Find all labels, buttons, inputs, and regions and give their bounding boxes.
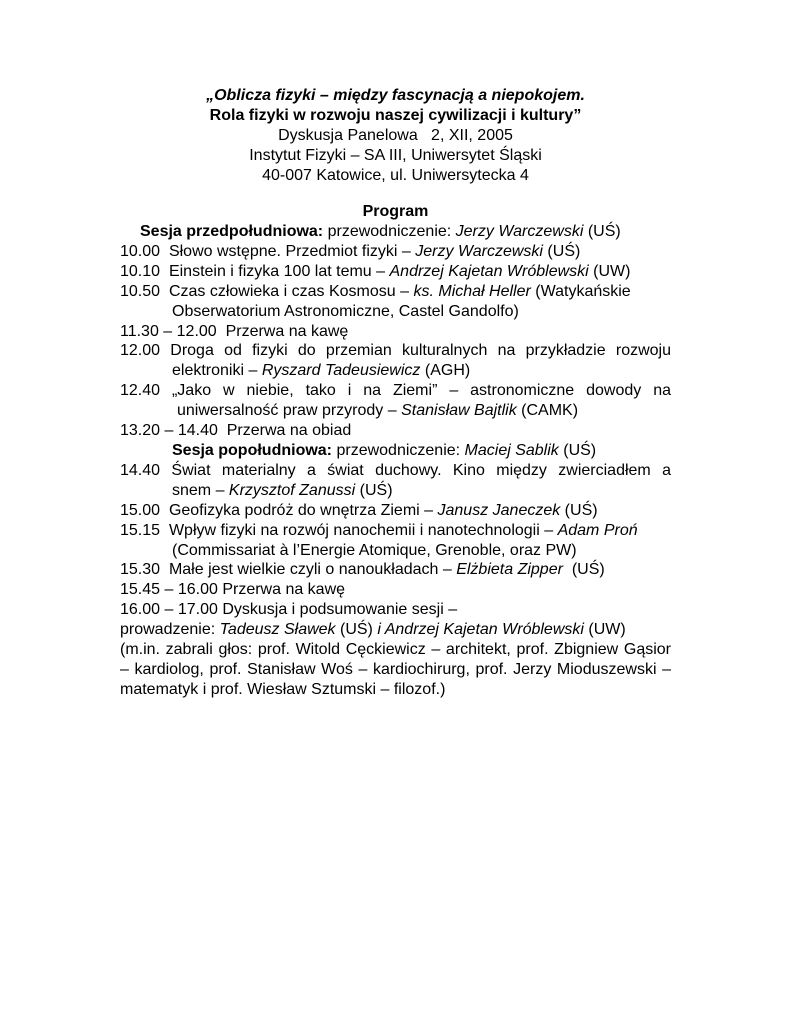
item-speaker: Janusz Janeczek (437, 501, 561, 519)
item-text: elektroniki – (172, 362, 262, 380)
moderator-1-affiliation: (UŚ) (335, 621, 378, 639)
agenda-item-1200-continuation (120, 361, 671, 381)
item-affiliation: (UŚ) (542, 242, 581, 260)
item-time: 10.10 (120, 262, 161, 280)
agenda-item-1440 (120, 461, 671, 481)
moderator-1: Tadeusz Sławek (219, 621, 336, 639)
item-time: 15.30 (120, 561, 161, 579)
institute-line: Instytut Fizyki – SA III, Uniwersytet Śląski (249, 147, 542, 164)
session-label: Sesja popołudniowa: (172, 441, 333, 459)
chair-name: Maciej Sablik (464, 441, 559, 459)
event-line: Dyskusja Panelowa 2, XII, 2005 (278, 127, 513, 144)
program-heading: Program (362, 203, 429, 220)
chair-name: Jerzy Warczewski (455, 223, 584, 240)
moderation-line (120, 620, 671, 640)
item-text: Małe jest wielkie czyli o nanoukładach – (160, 561, 457, 579)
title-line-1: „Oblicza fizyki – między fascynacją a niepokojem. (206, 87, 585, 104)
item-speaker: Adam Proń (557, 521, 638, 539)
item-text: Einstein i fizyka 100 lat temu – (160, 262, 390, 280)
break-1130: 11.30 – 12.00 Przerwa na kawę (120, 322, 349, 340)
item-speaker: Krzysztof Zanussi (228, 481, 356, 499)
moderator-2: i Andrzej Kajetan Wróblewski (377, 621, 584, 639)
chair-prefix: przewodniczenie: (332, 441, 465, 459)
item-text: „Jako w niebie, tako i na Ziemi” – astronomiczne dowody na (160, 382, 671, 400)
agenda-item-1440-continuation (120, 481, 671, 501)
moderation-prefix: prowadzenie: (120, 621, 220, 639)
item-affiliation: (Watykańskie (530, 282, 631, 300)
item-text: Wpływ fizyki na rozwój nanochemii i nanotechnologii – (160, 521, 558, 539)
agenda-item-1050-continuation: Obserwatorium Astronomiczne, Castel Gandolfo) (172, 302, 519, 320)
chair-affiliation: (UŚ) (558, 441, 597, 459)
item-affiliation: (UŚ) (560, 501, 598, 519)
break-1545: 15.45 – 16.00 Przerwa na kawę (120, 581, 346, 599)
item-speaker: ks. Michał Heller (413, 282, 531, 300)
moderator-2-affiliation: (UW) (583, 621, 626, 639)
item-affiliation: (AGH) (420, 362, 471, 380)
session-label: Sesja przedpołudniowa: (140, 223, 324, 240)
discussion-remarks: (m.in. zabrali głos: prof. Witold Cęckiewicz – architekt, prof. Zbigniew Gąsior – kardiolog, prof. Stanisław Woś – kardiochirurg, prof. Jerzy Mioduszewski – matematyk i prof. Wiesław Sztumski – filozof.) (120, 641, 671, 698)
agenda-item-1515 (120, 521, 671, 541)
chair-prefix: przewodniczenie: (323, 223, 456, 240)
address-line: 40-007 Katowice, ul. Uniwersytecka 4 (262, 167, 529, 184)
item-speaker: Ryszard Tadeusiewicz (261, 362, 421, 380)
item-time: 15.15 (120, 521, 161, 539)
break-1320: 13.20 – 14.40 Przerwa na obiad (120, 422, 352, 440)
item-time: 12.40 (120, 382, 161, 400)
agenda-item-1200 (120, 341, 671, 361)
agenda-item-1000 (120, 242, 671, 262)
afternoon-session-heading (120, 441, 671, 461)
item-time: 15.00 (120, 501, 161, 519)
agenda-item-1530 (120, 560, 671, 580)
item-text: Świat materialny a świat duchowy. Kino między zwierciadłem a (160, 461, 671, 479)
chair-affiliation: (UŚ) (583, 223, 621, 240)
item-affiliation: (CAMK) (516, 402, 579, 420)
item-text: Geofizyka podróż do wnętrza Ziemi – (160, 501, 438, 519)
item-text: Droga od fizyki do przemian kulturalnych na przykładzie rozwoju (160, 342, 671, 360)
agenda-item-1240-continuation (120, 401, 671, 421)
item-text: Czas człowieka i czas Kosmosu – (160, 282, 414, 300)
title-line-2: Rola fizyki w rozwoju naszej cywilizacji i kultury” (209, 107, 582, 124)
item-time: 10.00 (120, 242, 161, 260)
item-time: 14.40 (120, 461, 161, 479)
item-time: 12.00 (120, 342, 161, 360)
item-text: uniwersalność praw przyrody – (177, 402, 402, 420)
item-speaker: Stanisław Bajtlik (401, 402, 517, 420)
item-affiliation: (UW) (588, 262, 631, 280)
agenda (120, 222, 671, 700)
agenda-item-1500 (120, 501, 671, 521)
item-speaker: Andrzej Kajetan Wróblewski (389, 262, 589, 280)
item-text: snem – (172, 481, 229, 499)
item-speaker: Jerzy Warczewski (415, 242, 543, 260)
document-header (120, 86, 671, 186)
agenda-item-1515-continuation: (Commissariat à l’Energie Atomique, Grenoble, oraz PW) (172, 541, 577, 559)
item-text: Słowo wstępne. Przedmiot fizyki – (160, 242, 416, 260)
discussion-1600: 16.00 – 17.00 Dyskusja i podsumowanie sesji – (120, 601, 458, 619)
item-speaker: Elżbieta Zipper (456, 561, 563, 579)
item-time: 10.50 (120, 282, 161, 300)
item-affiliation: (UŚ) (355, 481, 393, 499)
agenda-item-1240 (120, 381, 671, 401)
agenda-item-1010 (120, 262, 671, 282)
agenda-item-1050 (120, 282, 671, 302)
item-affiliation: (UŚ) (562, 561, 605, 579)
morning-session-heading (120, 222, 671, 242)
